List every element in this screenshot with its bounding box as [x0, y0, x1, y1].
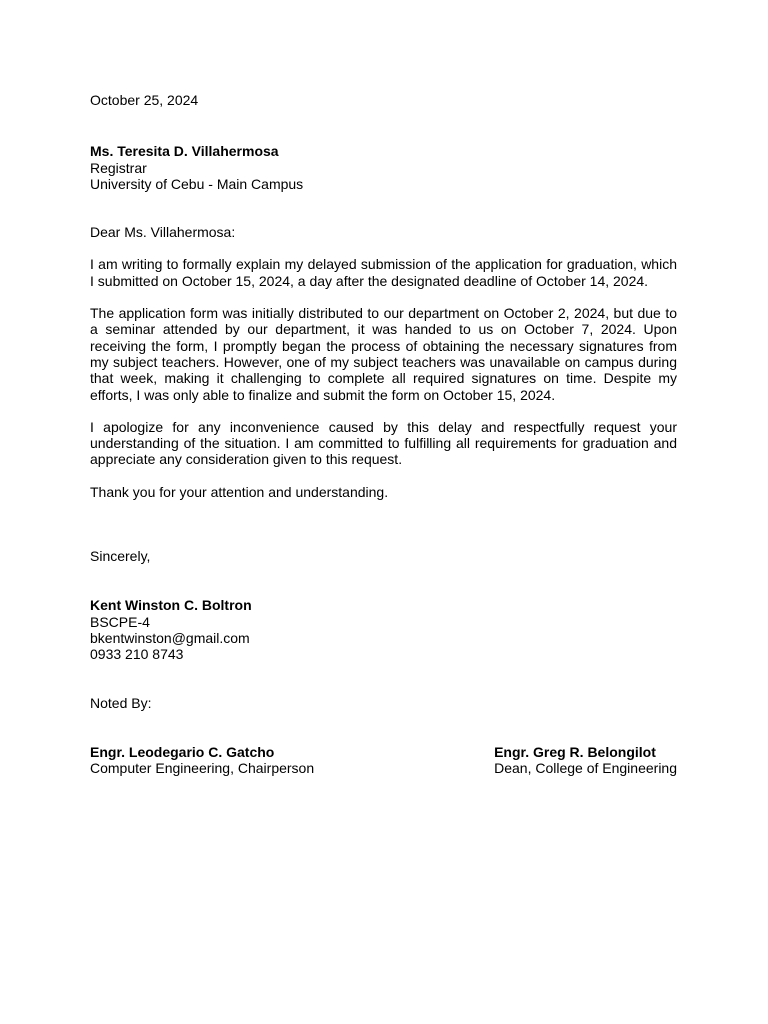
letter-page	[90, 92, 677, 776]
letter-date: October 25, 2024	[90, 92, 199, 108]
signatories-row	[90, 744, 677, 777]
body-paragraph-3: I apologize for any inconvenience caused by this delay and respectfully request your understanding of the situation. I am committed to fulfilling all requirements for graduation and appreciate any consideration given to this request.	[90, 418, 677, 468]
noted-by-label: Noted By:	[90, 694, 152, 711]
signatory-chairperson	[90, 744, 314, 777]
salutation: Dear Ms. Villahermosa:	[90, 224, 236, 241]
recipient-institution: University of Cebu - Main Campus	[90, 175, 304, 192]
signatory-dean	[494, 744, 677, 777]
signatory-name: Engr. Leodegario C. Gatcho	[90, 743, 275, 760]
recipient-block	[90, 143, 677, 192]
sender-email: bkentwinston@gmail.com	[90, 629, 250, 646]
recipient-title: Registrar	[90, 159, 147, 176]
recipient-name: Ms. Teresita D. Villahermosa	[90, 143, 279, 160]
sender-name: Kent Winston C. Boltron	[90, 597, 252, 614]
closing: Sincerely,	[90, 548, 151, 565]
sender-block	[90, 597, 677, 662]
thanks-line: Thank you for your attention and understanding.	[90, 483, 389, 500]
sender-phone: 0933 210 8743	[90, 646, 184, 663]
signatory-position: Dean, College of Engineering	[494, 760, 677, 777]
signatory-position: Computer Engineering, Chairperson	[90, 760, 315, 777]
body-paragraph-2: The application form was initially distributed to our department on October 2, 2024, but due to a seminar attended by our department, it was handed to us on October 7, 2024. Upon receiving the form, I promptly began the process of obtaining the necessary signatures from my subject teachers. However, one of my subject teachers was unavailable on campus during that week, making it challenging to complete all required signatures on time. Despite my efforts, I was only able to finalize and submit the form on October 15, 2024.	[90, 305, 677, 403]
signatory-name: Engr. Greg R. Belongilot	[494, 743, 656, 760]
sender-program: BSCPE-4	[90, 613, 150, 630]
body-paragraph-1: I am writing to formally explain my delayed submission of the application for graduation, which I submitted on October 15, 2024, a day after the designated deadline of October 14, 2024.	[90, 256, 677, 289]
